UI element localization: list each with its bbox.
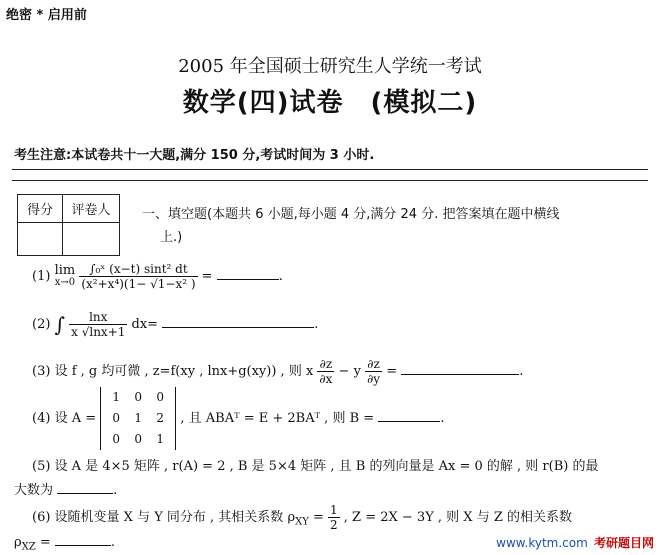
question-2: (2) ∫ $\frac{\ln x}{x √\ln x+1}$ dx= . (32, 310, 319, 339)
question-text: , Z = 2X − 3Y , 则 X 与 Z 的相关系数 (343, 510, 572, 525)
question-4: (4) 设 A = 1 0 0 0 1 2 0 0 1 , 且 ABAᵀ = E + 2BAᵀ , 则 B = . (32, 387, 444, 450)
fraction-numerator: ∫₀ˣ (x−t) sint² dt (79, 262, 197, 277)
matrix-a (100, 387, 176, 450)
fraction-denominator: 2 (330, 518, 338, 532)
rho-symbol: ρ (14, 535, 22, 550)
matrix-cell: 2 (156, 411, 165, 425)
partial-fraction-y (365, 357, 382, 386)
correlation-fraction (328, 503, 340, 532)
watermark (496, 534, 654, 551)
question-6 (32, 503, 572, 532)
answer-blank[interactable] (57, 481, 113, 494)
question-3: (3) 设 f , g 均可微 , z=f(xy , lnx+g(xy)) , 则 x $\frac{\partial z}{\partial x}$ − y $\frac{\partial z}{\partial y}$ = . (32, 357, 524, 386)
score-table (17, 194, 120, 256)
limit-symbol: lim (54, 262, 76, 278)
question-number: (3) (32, 364, 51, 379)
watermark-url[interactable]: www.kytm.com (496, 536, 588, 550)
subscript: XY (295, 516, 309, 528)
score-header: 得分 (18, 195, 63, 223)
question-text: − y (338, 364, 361, 379)
exam-title: 2005 年全国硕士研究生人学统一考试 (178, 56, 482, 77)
matrix-cell: 1 (156, 432, 165, 446)
matrix-cell: 0 (134, 432, 143, 446)
grader-cell (63, 223, 120, 256)
integrand-fraction (69, 310, 127, 339)
question-number: (1) (32, 269, 51, 284)
fraction-numerator: ∂z (317, 357, 334, 372)
fraction-numerator: ∂z (365, 357, 382, 372)
question-number: (4) (32, 411, 51, 426)
grader-header: 评卷人 (63, 195, 120, 223)
score-cell (18, 223, 63, 256)
question-6-line2: $\rho_{XZ}$ = . (14, 535, 116, 553)
question-text: (6) 设随机变量 X 与 Y 同分布 , 其相关系数 ρ (32, 510, 296, 525)
equals-sign: = (308, 510, 328, 525)
section-heading: 一、填空题(本题共 6 小题,每小题 4 分,满分 24 分. 把答案填在题中横线 (142, 207, 560, 222)
matrix-cell: 0 (156, 390, 165, 404)
limit-fraction (79, 262, 197, 291)
equals-sign: = (386, 364, 398, 379)
dx-label: dx= (131, 317, 159, 332)
question-1: (1) lim x→0 $\frac{\text{∫₀ˣ (x−t) sint² dt}}{\text{(x²+x⁴)(1− √1−x² )}}$ = . (32, 262, 283, 291)
answer-blank[interactable] (401, 362, 519, 375)
equals-sign: = (35, 535, 51, 550)
question-text: 大数为 (14, 483, 54, 498)
matrix-cell: 1 (134, 411, 143, 425)
subscript: XZ (21, 541, 36, 553)
watermark-brand: 考研题目网 (593, 536, 654, 550)
exam-subtitle: 数学(四)试卷 (模拟二) (182, 88, 478, 118)
fraction-denominator: (x²+x⁴)(1− √1−x² ) (81, 277, 196, 291)
fraction-numerator: 1 (330, 503, 338, 517)
answer-blank[interactable] (162, 315, 314, 328)
fraction-denominator: ∂y (367, 372, 381, 386)
equals-sign: = (201, 269, 213, 284)
limit-subscript: x→0 (54, 276, 76, 288)
question-5-line1: (5) 设 A 是 4×5 矩阵 , r(A) = 2 , B 是 5×4 矩阵 , 且 B 的列向量是 Ax = 0 的解 , 则 r(B) 的最 (32, 459, 599, 474)
question-text: 设 f , g 均可微 , z=f(xy , lnx+g(xy)) , 则 x (54, 364, 314, 379)
matrix-cell: 0 (112, 411, 121, 425)
matrix-cell: 1 (112, 390, 121, 404)
confidential-label: 绝密 * 启用前 (6, 8, 87, 23)
fraction-numerator: lnx (69, 310, 127, 325)
section-heading-cont: 上.) (160, 230, 183, 245)
answer-blank[interactable] (55, 533, 111, 546)
answer-blank[interactable] (378, 409, 440, 422)
exam-notice: 考生注意:本试卷共十一大题,满分 150 分,考试时间为 3 小时. (14, 148, 375, 163)
fraction-denominator: x √lnx+1 (71, 325, 126, 339)
integral-symbol: ∫ (54, 312, 65, 337)
divider-line (12, 169, 648, 170)
answer-blank[interactable] (217, 267, 279, 280)
question-text: , 且 ABAᵀ = E + 2BAᵀ , 则 B = (180, 411, 375, 426)
matrix-cell: 0 (134, 390, 143, 404)
matrix-cell: 0 (112, 432, 121, 446)
question-5-line2: 大数为 . (14, 483, 118, 498)
fraction-denominator: ∂x (319, 372, 333, 386)
question-text: 设 A = (54, 411, 97, 426)
question-number: (2) (32, 317, 51, 332)
divider-line (12, 180, 648, 181)
partial-fraction-x (317, 357, 334, 386)
